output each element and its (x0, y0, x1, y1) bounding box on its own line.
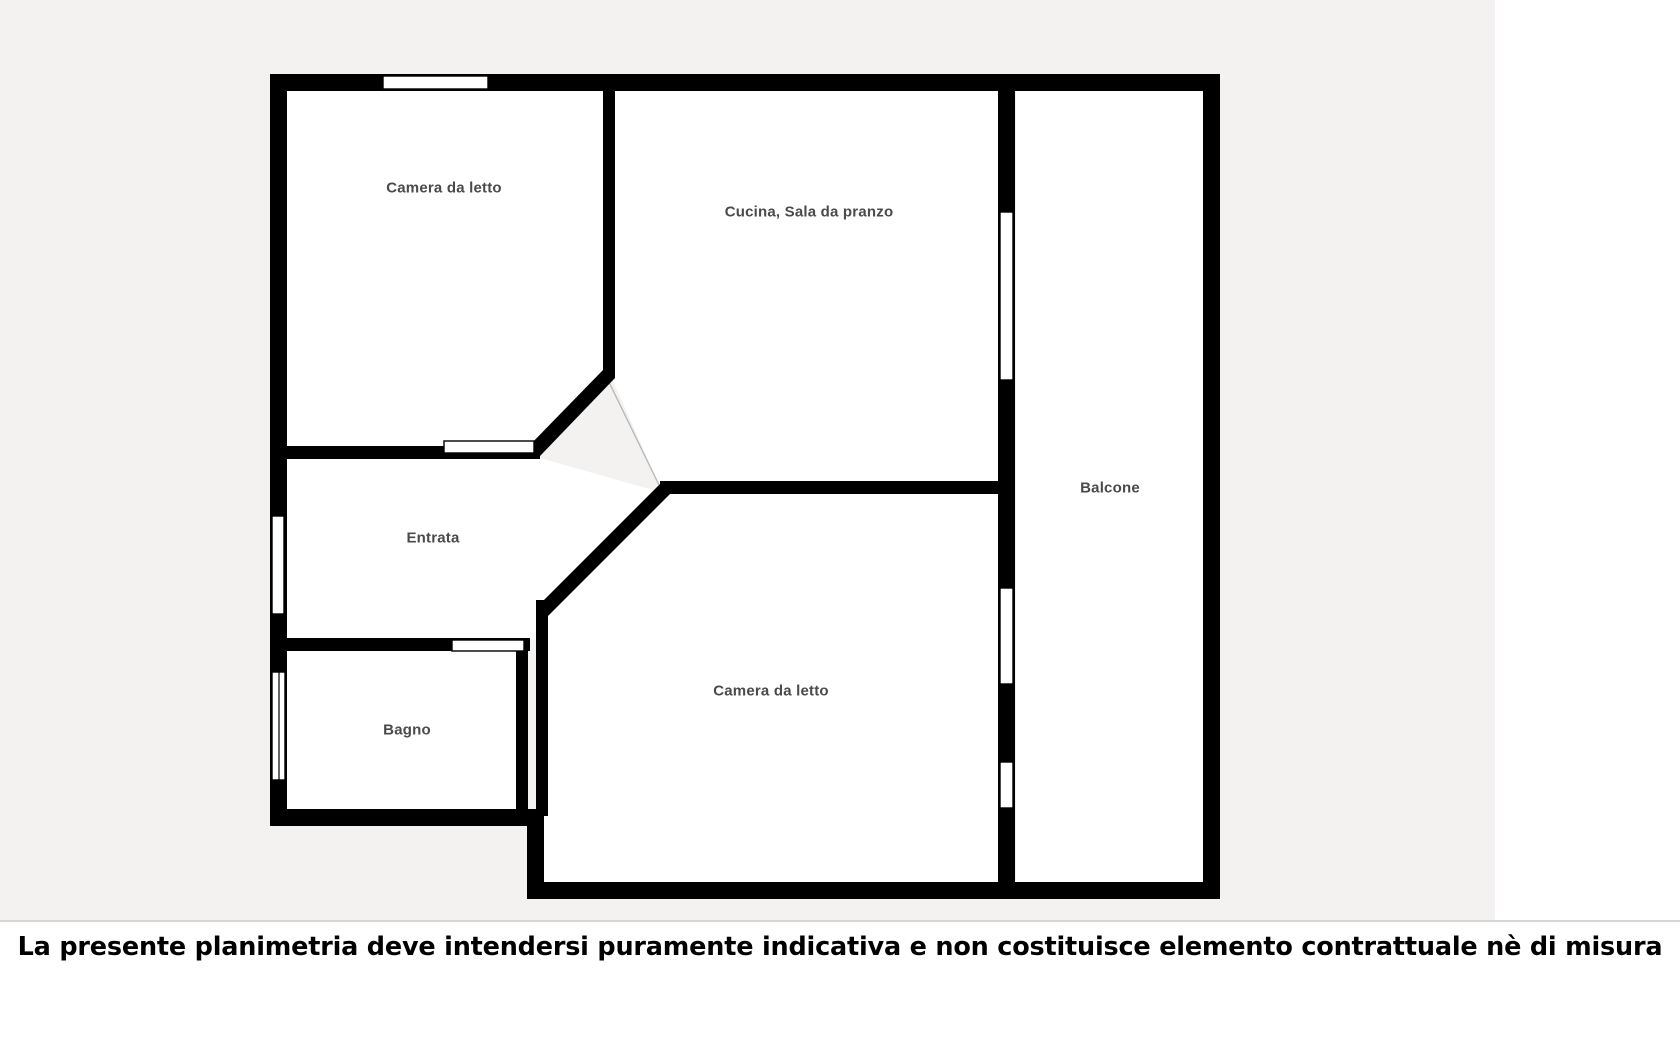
window-balcony-upper (1000, 212, 1013, 380)
door-bathroom-entrance (452, 640, 524, 651)
window-entrance-left (272, 516, 284, 614)
disclaimer-bar (0, 920, 1680, 1061)
page-background-right-margin (1495, 0, 1680, 1059)
door-bedroom-entrance (444, 441, 534, 453)
room-label-bedroom-bottom: Camera da letto (713, 682, 829, 700)
room-label-bedroom-top: Camera da letto (386, 179, 502, 197)
room-label-kitchen-dining: Cucina, Sala da pranzo (724, 203, 894, 221)
disclaimer-text: La presente planimetria deve intendersi puramente indicativa e non costituisce elemento contrattuale nè di misura (17, 932, 1663, 962)
window-top-bedroom (383, 76, 488, 89)
room-label-balcony: Balcone (1080, 479, 1140, 497)
window-balcony-lower (1000, 762, 1013, 808)
room-label-bathroom: Bagno (383, 721, 431, 739)
room-label-entrance: Entrata (406, 529, 460, 547)
window-balcony-middle (1000, 588, 1013, 684)
